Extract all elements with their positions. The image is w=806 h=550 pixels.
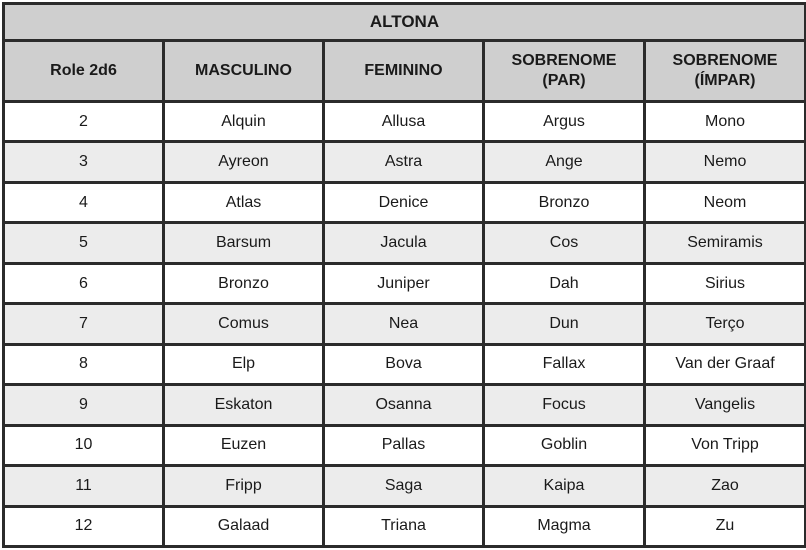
cell-feminino: Triana bbox=[324, 506, 484, 546]
table-row bbox=[4, 466, 806, 506]
cell-feminino: Allusa bbox=[324, 102, 484, 142]
header-row bbox=[4, 41, 806, 102]
cell-feminino: Astra bbox=[324, 142, 484, 182]
cell-feminino: Nea bbox=[324, 304, 484, 344]
cell-sobrenome-par: Ange bbox=[484, 142, 645, 182]
header-feminino: FEMININO bbox=[324, 41, 484, 102]
table-row bbox=[4, 223, 806, 263]
table-row bbox=[4, 344, 806, 384]
names-table bbox=[2, 2, 806, 548]
cell-feminino: Denice bbox=[324, 182, 484, 222]
cell-sobrenome-impar: Zao bbox=[645, 466, 806, 506]
cell-roll: 12 bbox=[4, 506, 164, 546]
cell-sobrenome-par: Fallax bbox=[484, 344, 645, 384]
table-row bbox=[4, 385, 806, 425]
cell-sobrenome-par: Focus bbox=[484, 385, 645, 425]
title-row bbox=[4, 4, 806, 41]
cell-masculino: Fripp bbox=[164, 466, 324, 506]
cell-roll: 4 bbox=[4, 182, 164, 222]
cell-masculino: Elp bbox=[164, 344, 324, 384]
cell-roll: 8 bbox=[4, 344, 164, 384]
table-row bbox=[4, 304, 806, 344]
cell-sobrenome-par: Argus bbox=[484, 102, 645, 142]
cell-masculino: Eskaton bbox=[164, 385, 324, 425]
cell-sobrenome-par: Dun bbox=[484, 304, 645, 344]
cell-masculino: Ayreon bbox=[164, 142, 324, 182]
table-row bbox=[4, 506, 806, 546]
table-title: ALTONA bbox=[4, 4, 806, 41]
cell-roll: 2 bbox=[4, 102, 164, 142]
cell-masculino: Bronzo bbox=[164, 263, 324, 303]
cell-roll: 3 bbox=[4, 142, 164, 182]
cell-feminino: Saga bbox=[324, 466, 484, 506]
cell-masculino: Galaad bbox=[164, 506, 324, 546]
cell-roll: 9 bbox=[4, 385, 164, 425]
table-row bbox=[4, 102, 806, 142]
cell-masculino: Comus bbox=[164, 304, 324, 344]
cell-sobrenome-impar: Zu bbox=[645, 506, 806, 546]
cell-roll: 6 bbox=[4, 263, 164, 303]
cell-roll: 10 bbox=[4, 425, 164, 465]
cell-sobrenome-impar: Neom bbox=[645, 182, 806, 222]
cell-sobrenome-impar: Van der Graaf bbox=[645, 344, 806, 384]
cell-sobrenome-par: Goblin bbox=[484, 425, 645, 465]
table-row bbox=[4, 182, 806, 222]
table-row bbox=[4, 263, 806, 303]
cell-masculino: Alquin bbox=[164, 102, 324, 142]
cell-sobrenome-impar: Nemo bbox=[645, 142, 806, 182]
header-masculino: MASCULINO bbox=[164, 41, 324, 102]
names-table-container bbox=[2, 2, 804, 548]
cell-feminino: Pallas bbox=[324, 425, 484, 465]
header-sobrenome-par: SOBRENOME (PAR) bbox=[484, 41, 645, 102]
cell-roll: 11 bbox=[4, 466, 164, 506]
cell-feminino: Bova bbox=[324, 344, 484, 384]
cell-sobrenome-par: Dah bbox=[484, 263, 645, 303]
header-sobrenome-impar: SOBRENOME (ÍMPAR) bbox=[645, 41, 806, 102]
cell-masculino: Barsum bbox=[164, 223, 324, 263]
cell-sobrenome-impar: Semiramis bbox=[645, 223, 806, 263]
cell-masculino: Atlas bbox=[164, 182, 324, 222]
table-row bbox=[4, 425, 806, 465]
header-role: Role 2d6 bbox=[4, 41, 164, 102]
cell-feminino: Juniper bbox=[324, 263, 484, 303]
cell-sobrenome-par: Cos bbox=[484, 223, 645, 263]
cell-feminino: Jacula bbox=[324, 223, 484, 263]
cell-sobrenome-impar: Von Tripp bbox=[645, 425, 806, 465]
cell-sobrenome-impar: Vangelis bbox=[645, 385, 806, 425]
cell-sobrenome-par: Bronzo bbox=[484, 182, 645, 222]
cell-roll: 5 bbox=[4, 223, 164, 263]
cell-masculino: Euzen bbox=[164, 425, 324, 465]
cell-sobrenome-par: Magma bbox=[484, 506, 645, 546]
cell-sobrenome-impar: Mono bbox=[645, 102, 806, 142]
cell-feminino: Osanna bbox=[324, 385, 484, 425]
cell-sobrenome-impar: Terço bbox=[645, 304, 806, 344]
table-row bbox=[4, 142, 806, 182]
cell-sobrenome-par: Kaipa bbox=[484, 466, 645, 506]
cell-sobrenome-impar: Sirius bbox=[645, 263, 806, 303]
cell-roll: 7 bbox=[4, 304, 164, 344]
